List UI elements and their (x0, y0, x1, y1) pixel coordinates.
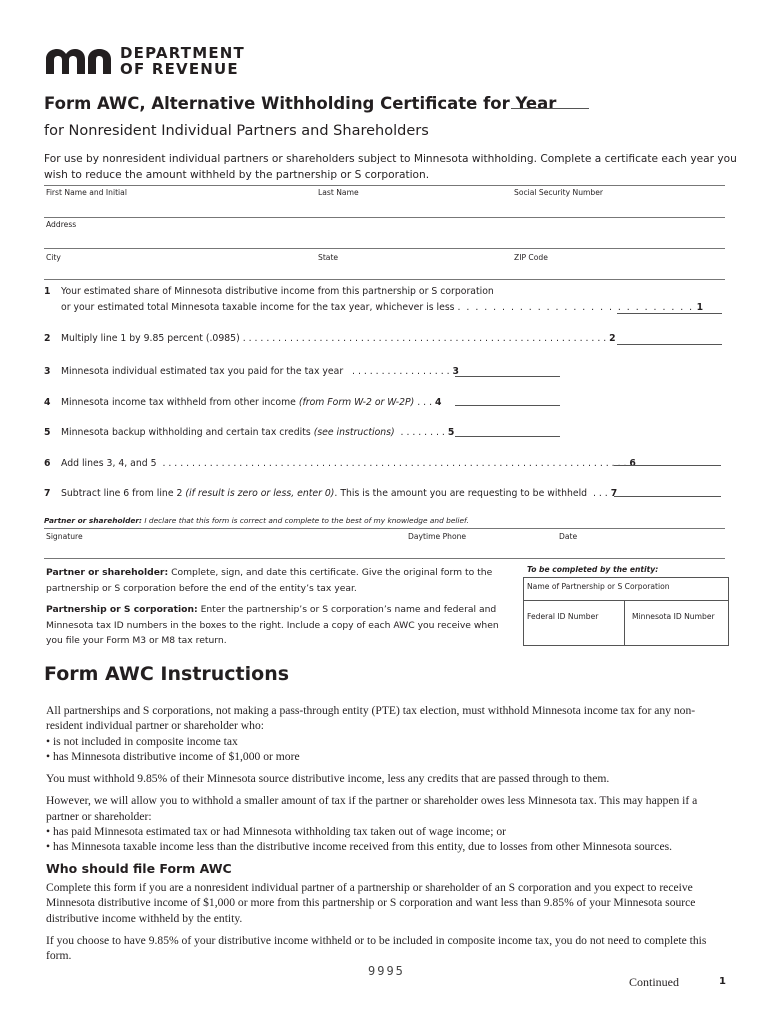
line-1-text-b: or your estimated total Minnesota taxable income for the tax year, whichever is less . . . . . . . . . . . . . . . . . . . . . . . . . . . 1 (61, 302, 704, 313)
line-text: Multiply line 1 by 9.85 percent (.0985) (61, 333, 240, 344)
mn-logo-icon (44, 47, 114, 75)
instr-bullet: • is not included in composite income tax (46, 734, 238, 748)
signature-label: Signature (46, 532, 83, 541)
line-4: 4 Minnesota income tax withheld from other income (from Form W-2 or W-2P) . . . 4 (44, 397, 442, 408)
name-ssn-input-row[interactable] (44, 198, 725, 216)
line-note: (from Form W-2 or W-2P) (298, 397, 415, 408)
ssn-label: Social Security Number (514, 188, 604, 197)
dept-line-2: OF REVENUE (120, 60, 239, 78)
zip-label: ZIP Code (514, 253, 548, 262)
divider (44, 528, 725, 529)
address-label: Address (46, 220, 77, 229)
line-6-input[interactable] (614, 465, 721, 466)
line-ref: 1 (696, 302, 704, 313)
line-number: 4 (44, 397, 51, 408)
line-text: Minnesota backup withholding and certain tax credits (61, 427, 311, 438)
page-number: 1 (719, 976, 726, 987)
instr-p3: However, we will allow you to withhold a smaller amount of tax if the partner or shareholder owes less Minnesota tax. This may happen if a partner or shareholder: (46, 794, 698, 823)
line-ref: 5 (447, 427, 455, 438)
year-field[interactable] (511, 108, 589, 109)
form-intro: For use by nonresident individual partners or shareholders subject to Minnesota withholding. Complete a certificate each year you wish to reduce the amount withheld by the partnership or S corporation. (44, 153, 737, 181)
line-number: 5 (44, 427, 51, 438)
instructions-body (46, 703, 726, 855)
instr-p2: You must withhold 9.85% of their Minnesota source distributive income, less any credits that are passed through to them. (46, 772, 610, 786)
entity-bold: Partnership or S corporation: (46, 604, 198, 615)
line-ref: 4 (434, 397, 442, 408)
line-text: Your estimated share of Minnesota distributive income from this partnership or S corporation (61, 286, 494, 297)
line-text: Add lines 3, 4, and 5 (61, 458, 157, 469)
instr-p5: If you choose to have 9.85% of your distributive income withheld or to be included in composite income tax, you do not need to complete this form. (46, 933, 707, 963)
federal-id-label: Federal ID Number (527, 612, 599, 621)
divider (44, 185, 725, 186)
instructions-heading: Form AWC Instructions (44, 663, 290, 685)
line-text: Minnesota individual estimated tax you paid for the tax year (61, 366, 344, 377)
line-text: Subtract line 6 from line 2 (61, 488, 183, 499)
dept-line-1: DEPARTMENT (120, 44, 245, 62)
line-7-input[interactable] (614, 496, 721, 497)
declaration (44, 516, 469, 525)
line-1-input[interactable] (617, 313, 722, 314)
entity-heading: To be completed by the entity: (527, 565, 659, 574)
who-should-file-heading: Who should file Form AWC (46, 861, 232, 876)
who-should-file-body (46, 880, 726, 963)
form-title: Form AWC, Alternative Withholding Certificate for Year (44, 94, 557, 113)
line-3: 3 Minnesota individual estimated tax you paid for the tax year . . . . . . . . . . . . . . . . . 3 (44, 366, 460, 377)
partner-instructions (46, 565, 506, 596)
instr-p1: All partnerships and S corporations, not making a pass-through entity (PTE) tax election, must withhold Minnesota income tax for any non-resident individual partner or shareholder who: (46, 704, 696, 733)
declaration-text: I declare that this form is correct and complete to the best of my knowledge and belief. (144, 516, 469, 525)
line-ref: 3 (452, 366, 460, 377)
form-subtitle: for Nonresident Individual Partners and Shareholders (44, 123, 429, 139)
entity-name-input[interactable] (524, 578, 728, 600)
signature-input-row[interactable] (44, 543, 725, 557)
city-label: City (46, 253, 61, 262)
entity-instructions (46, 602, 506, 649)
line-ref: 6 (629, 458, 636, 469)
line-5: 5 Minnesota backup withholding and certain tax credits (see instructions) . . . . . . . . 5 (44, 427, 455, 438)
instr-bullet: • has Minnesota taxable income less than the distributive income received from this entity, due to losses from other Minnesota sources. (46, 840, 672, 854)
entity-name-label: Name of Partnership or S Corporation (527, 582, 670, 591)
declaration-bold: Partner or shareholder: (44, 516, 142, 525)
entity-text: Enter the partnership’s or S corporation’s name and federal and Minnesota tax ID numbers in the boxes to the right. Include a copy of each AWC you receive when you file your Form M3 or M8 tax return. (46, 604, 499, 646)
partner-text: Complete, sign, and date this certificate. Give the original form to the partnership or S corporation before the end of the entity’s tax year. (46, 567, 493, 594)
line-number: 1 (44, 286, 51, 297)
line-number: 2 (44, 333, 51, 344)
city-state-zip-input-row[interactable] (44, 263, 725, 278)
last-name-label: Last Name (318, 188, 359, 197)
department-name (120, 45, 245, 77)
first-name-label: First Name and Initial (46, 188, 127, 197)
mn-id-label: Minnesota ID Number (632, 612, 715, 621)
address-input[interactable] (44, 230, 725, 247)
line-text: Minnesota income tax withheld from other income (61, 397, 296, 408)
partner-bold: Partner or shareholder: (46, 567, 169, 578)
date-label: Date (559, 532, 578, 541)
line-2: 2 Multiply line 1 by 9.85 percent (.0985) . . . . . . . . . . . . . . . . . . . . . . . . . . . . . . . . . . . . . . . . . . . . . . . . . . . . . . . . . . . . . . 2 (44, 333, 616, 344)
phone-label: Daytime Phone (408, 532, 467, 541)
line-text-2: . This is the amount you are requesting to be withheld (334, 488, 588, 499)
instr-bullet: • has Minnesota distributive income of $1,000 or more (46, 749, 300, 763)
line-number: 6 (44, 458, 51, 469)
divider (44, 279, 725, 280)
line-number: 7 (44, 488, 51, 499)
divider (44, 558, 725, 559)
line-ref: 2 (609, 333, 616, 344)
line-5-input[interactable] (455, 436, 560, 437)
line-7: 7 Subtract line 6 from line 2 (if result is zero or less, enter 0). This is the amount you are requesting to be withheld . . . 7 (44, 488, 618, 499)
line-4-input[interactable] (455, 405, 560, 406)
federal-id-input[interactable] (524, 601, 624, 645)
form-code: 9995 (368, 964, 405, 978)
line-note: (if result is zero or less, enter 0) (185, 488, 335, 499)
line-ref: 7 (610, 488, 618, 499)
line-number: 3 (44, 366, 51, 377)
mn-id-input[interactable] (625, 601, 728, 645)
line-6: 6 Add lines 3, 4, and 5 . . . . . . . . . . . . . . . . . . . . . . . . . . . . . . . . . . . . . . . . . . . . . . . . . . . . . . . . . . . . . . . . . . . . . . . . . . . . . . . 6 (44, 458, 636, 469)
line-note: (see instructions) (313, 427, 395, 438)
divider (44, 217, 725, 218)
line-3-input[interactable] (455, 376, 560, 377)
continued-label: Continued (629, 975, 679, 989)
line-2-input[interactable] (617, 344, 722, 345)
divider (44, 248, 725, 249)
line-text: or your estimated total Minnesota taxable income for the tax year, whichever is less (61, 302, 455, 313)
entity-box (523, 577, 729, 646)
state-label: State (318, 253, 339, 262)
line-1-text-a (44, 286, 494, 297)
instr-bullet: • has paid Minnesota estimated tax or had Minnesota withholding tax taken out of wage income; or (46, 825, 506, 839)
instr-p4: Complete this form if you are a nonresident individual partner of a partnership or shareholder of an S corporation and you expect to receive Minnesota distributive income of $1,000 or more from this partnership or S corporation and want less than 9.85% of your Minnesota source distributive income withheld by the entity. (46, 881, 696, 925)
